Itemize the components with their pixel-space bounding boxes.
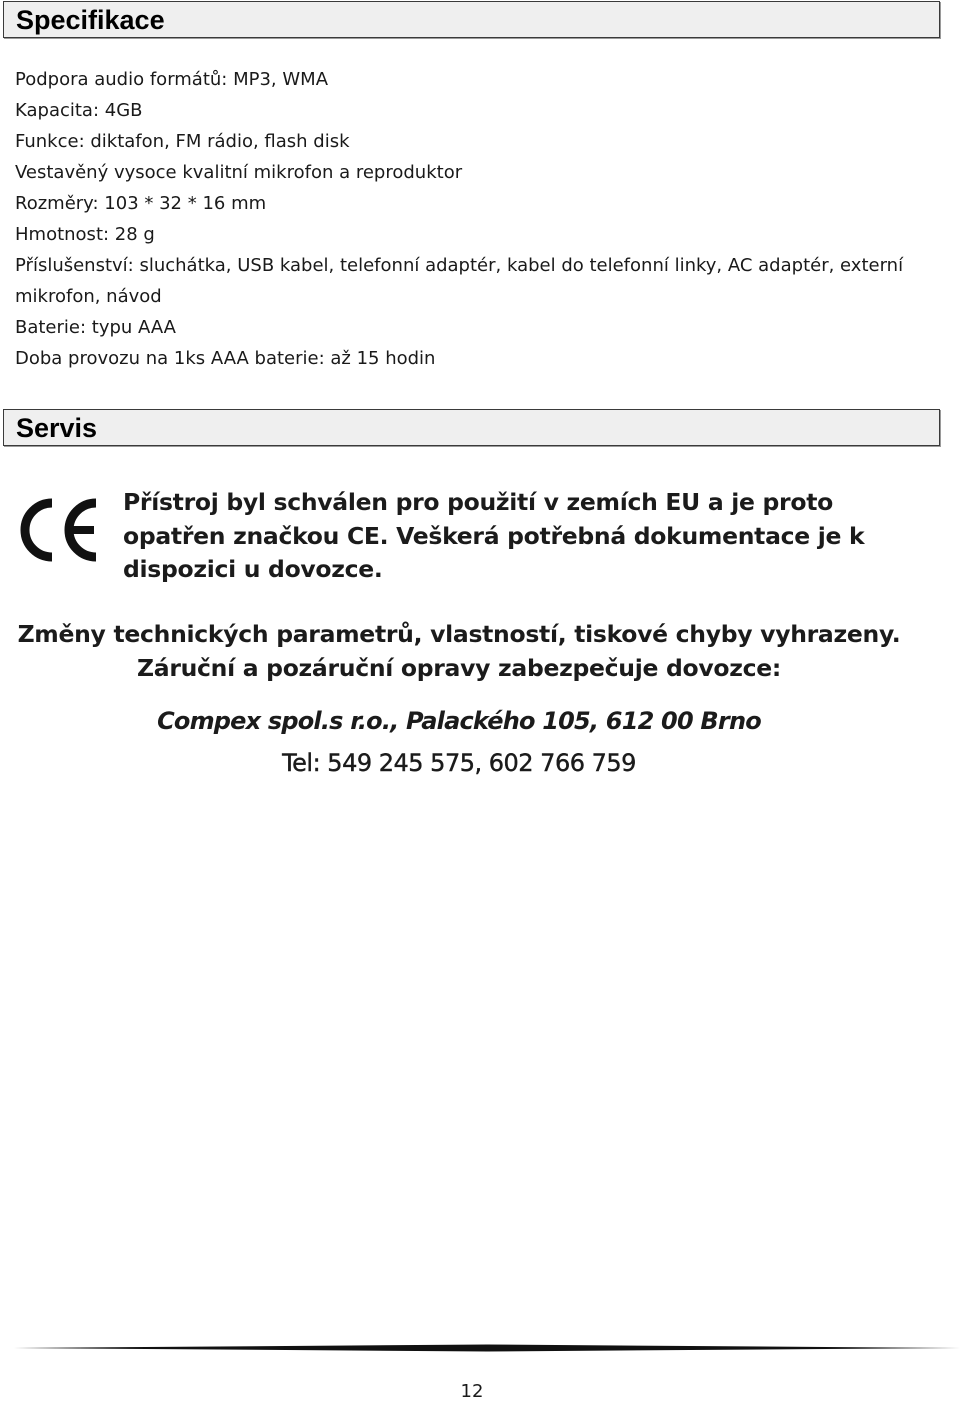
changes-notice-line: Změny technických parametrů, vlastností, tiskové chyby vyhrazeny.: [17, 620, 901, 648]
spec-item: Hmotnost: 28 g: [15, 224, 155, 245]
ce-notice: Přístroj byl schválen pro použití v zemích EU a je proto opatřen značkou CE. Veškerá potřebná dokumentace je k dispozici u dovozce.: [123, 488, 865, 583]
company-address: Compex spol.s r.o., Palackého 105, 612 00 Brno: [157, 707, 761, 735]
spec-item: Vestavěný vysoce kvalitní mikrofon a reproduktor: [15, 162, 463, 183]
service-header: [3, 409, 940, 446]
spec-item: Doba provozu na 1ks AAA baterie: až 15 hodin: [15, 348, 436, 369]
spec-item: Rozměry: 103 * 32 * 16 mm: [15, 193, 267, 214]
page-number: 12: [460, 1381, 484, 1402]
changes-notice: [0, 618, 918, 685]
specifications-header: [3, 1, 940, 38]
specifications-list: [15, 64, 935, 374]
spec-item: Kapacita: 4GB: [15, 100, 143, 121]
spec-item: Funkce: diktafon, FM rádio, flash disk: [15, 131, 350, 152]
specifications-title: Specifikace: [16, 5, 165, 35]
company-phone: Tel: 549 245 575, 602 766 759: [282, 749, 636, 777]
spec-item: Příslušenství: sluchátka, USB kabel, telefonní adaptér, kabel do telefonní linky, AC adaptér, externí mikrofon, návod: [15, 255, 904, 307]
service-title: Servis: [16, 413, 98, 443]
ce-mark-icon: [18, 494, 100, 566]
footer-divider: [14, 1344, 960, 1352]
spec-item: Baterie: typu AAA: [15, 317, 176, 338]
warranty-notice-line: Záruční a pozáruční opravy zabezpečuje dovozce:: [137, 653, 781, 682]
spec-item: Podpora audio formátů: MP3, WMA: [15, 69, 329, 90]
